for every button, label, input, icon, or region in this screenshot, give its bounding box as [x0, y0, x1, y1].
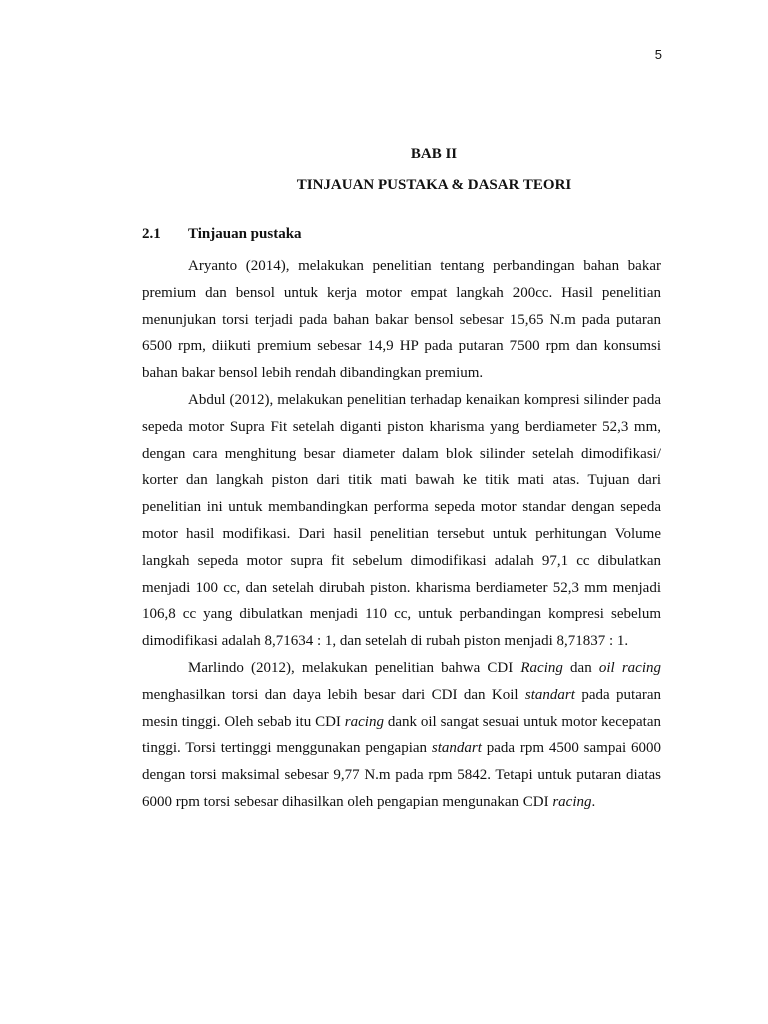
text-segment-italic: standart — [524, 686, 575, 703]
text-segment: pada rpm 4500 sampai 6000 dengan torsi maksimal sebesar 9,77 N.m pada rpm 5842. Tetapi untuk putaran diatas 6000 rpm torsi sebesar dihasilkan oleh pengapian mengunakan CDI — [142, 740, 661, 810]
section-heading — [142, 226, 302, 243]
chapter-title: TINJAUAN PUSTAKA & DASAR TEORI — [296, 177, 572, 193]
text-segment: pada putaran mesin tinggi. Oleh sebab itu CDI — [142, 686, 661, 730]
text-segment: Marlindo (2012), melakukan penelitian bahwa CDI — [188, 659, 521, 676]
section-number: 2.1 — [142, 226, 161, 242]
page-number: 5 — [654, 47, 662, 62]
text-segment: dan — [562, 659, 599, 676]
text-segment-italic: racing — [552, 793, 592, 810]
text-segment-italic: standart — [431, 740, 482, 757]
body-text — [142, 253, 661, 816]
paragraph-aryanto: Aryanto (2014), melakukan penelitian tentang perbandingan bahan bakar premium dan bensol untuk kerja motor empat langkah 200cc. Hasil penelitian menunjukan torsi terjadi pada bahan bakar bensol sebesar 15,65 N.m pada putaran 6500 rpm, diikuti premium sebesar 14,9 HP pada putaran 7500 rpm dan konsumsi bahan bakar bensol lebih rendah dibandingkan premium. — [142, 258, 661, 382]
paragraph-abdul: Abdul (2012), melakukan penelitian terhadap kenaikan kompresi silinder pada sepeda motor Supra Fit setelah diganti piston kharisma yang berdiameter 52,3 mm, dengan cara menghitung besar diameter dalam blok silinder setelah dimodifikasi/ korter dan langkah piston dari titik mati bawah ke titik mati atas. Tujuan dari penelitian ini untuk membandingkan performa sepeda motor standar dengan sepeda motor hasil modifikasi. Dari hasil penelitian tersebut untuk perhitungan Volume langkah sepeda motor supra fit sebelum dimodifikasi adalah 97,1 cc dibulatkan menjadi 100 cc, dan setelah dirubah piston. kharisma berdiameter 52,3 mm menjadi 106,8 cc yang dibulatkan menjadi 110 cc, untuk perbandingan kompresi sebelum dimodifikasi adalah 8,71634 : 1, dan setelah di rubah piston menjadi 8,71837 : 1. — [142, 391, 661, 650]
text-segment: menghasilkan torsi dan daya lebih besar dari CDI dan Koil — [142, 686, 525, 703]
text-segment-italic: Racing — [520, 659, 563, 676]
text-segment-italic: racing — [344, 713, 384, 730]
section-title: Tinjauan pustaka — [188, 226, 302, 242]
text-segment: dank oil sangat sesuai untuk motor kecepatan tinggi. Torsi tertinggi menggunakan pengapian — [142, 713, 661, 757]
text-segment-italic: oil racing — [598, 659, 661, 676]
paragraph-marlindo — [142, 655, 661, 816]
text-segment: . — [591, 793, 596, 810]
chapter-label: BAB II — [410, 146, 458, 162]
